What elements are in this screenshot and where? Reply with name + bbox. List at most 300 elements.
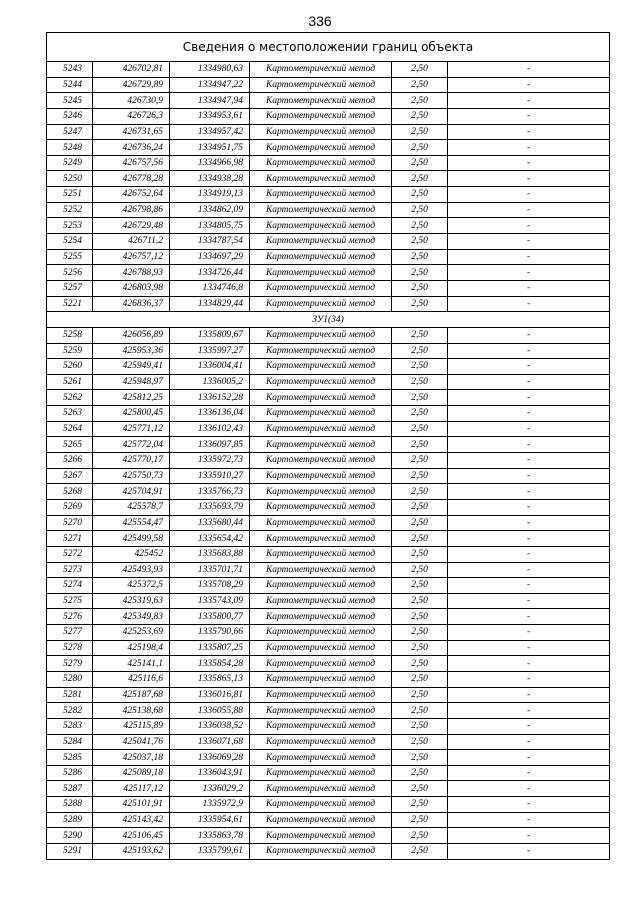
determination-method: Картометрический метод (250, 359, 392, 375)
description-cell: - (448, 218, 610, 234)
point-number: 5281 (47, 687, 93, 703)
accuracy-value: 2,50 (392, 437, 448, 453)
accuracy-value: 2,50 (392, 718, 448, 734)
determination-method: Картометрический метод (250, 124, 392, 140)
accuracy-value: 2,50 (392, 77, 448, 93)
coordinate-x: 425187,68 (93, 687, 170, 703)
point-number: 5243 (47, 62, 93, 78)
accuracy-value: 2,50 (392, 531, 448, 547)
point-number: 5288 (47, 797, 93, 813)
point-number: 5289 (47, 812, 93, 828)
determination-method: Картометрический метод (250, 437, 392, 453)
coordinate-x: 425812,25 (93, 390, 170, 406)
point-number: 5290 (47, 828, 93, 844)
accuracy-value: 2,50 (392, 499, 448, 515)
coordinate-x: 425106,45 (93, 828, 170, 844)
accuracy-value: 2,50 (392, 609, 448, 625)
coordinate-x: 425037,18 (93, 750, 170, 766)
description-cell: - (448, 844, 610, 860)
point-number: 5274 (47, 578, 93, 594)
coordinate-x: 425493,93 (93, 562, 170, 578)
coordinate-y: 1335708,29 (170, 578, 250, 594)
coordinate-y: 1336038,52 (170, 718, 250, 734)
description-cell: - (448, 750, 610, 766)
coordinate-x: 426736,24 (93, 140, 170, 156)
description-cell: - (448, 609, 610, 625)
coordinate-y: 1335863,78 (170, 828, 250, 844)
accuracy-value: 2,50 (392, 171, 448, 187)
table-row (47, 844, 610, 860)
coordinate-y: 1334957,42 (170, 124, 250, 140)
description-cell: - (448, 390, 610, 406)
point-number: 5287 (47, 781, 93, 797)
point-number: 5277 (47, 625, 93, 641)
coordinate-y: 1335809,67 (170, 327, 250, 343)
table-row (47, 327, 610, 343)
description-cell: - (448, 640, 610, 656)
coordinate-x: 425115,89 (93, 718, 170, 734)
point-number: 5258 (47, 327, 93, 343)
coordinate-x: 425253,69 (93, 625, 170, 641)
description-cell: - (448, 249, 610, 265)
table-row (47, 609, 610, 625)
table-row (47, 155, 610, 171)
table-row (47, 62, 610, 78)
point-number: 5291 (47, 844, 93, 860)
accuracy-value: 2,50 (392, 187, 448, 203)
coordinate-y: 1334966,98 (170, 155, 250, 171)
point-number: 5280 (47, 671, 93, 687)
determination-method: Картометрический метод (250, 828, 392, 844)
accuracy-value: 2,50 (392, 703, 448, 719)
description-cell: - (448, 453, 610, 469)
coordinate-x: 425704,91 (93, 484, 170, 500)
accuracy-value: 2,50 (392, 640, 448, 656)
coordinate-x: 426778,28 (93, 171, 170, 187)
description-cell: - (448, 812, 610, 828)
accuracy-value: 2,50 (392, 546, 448, 562)
point-number: 5278 (47, 640, 93, 656)
point-number: 5263 (47, 406, 93, 422)
determination-method: Картометрический метод (250, 62, 392, 78)
table-row (47, 171, 610, 187)
coordinate-y: 1335997,27 (170, 343, 250, 359)
accuracy-value: 2,50 (392, 687, 448, 703)
description-cell: - (448, 343, 610, 359)
point-number: 5264 (47, 421, 93, 437)
accuracy-value: 2,50 (392, 218, 448, 234)
point-number: 5265 (47, 437, 93, 453)
description-cell: - (448, 562, 610, 578)
coordinate-x: 426731,65 (93, 124, 170, 140)
accuracy-value: 2,50 (392, 155, 448, 171)
accuracy-value: 2,50 (392, 406, 448, 422)
point-number: 5271 (47, 531, 93, 547)
point-number: 5267 (47, 468, 93, 484)
description-cell: - (448, 468, 610, 484)
description-cell: - (448, 546, 610, 562)
determination-method: Картометрический метод (250, 421, 392, 437)
accuracy-value: 2,50 (392, 593, 448, 609)
point-number: 5244 (47, 77, 93, 93)
coordinate-x: 425116,6 (93, 671, 170, 687)
table-row (47, 437, 610, 453)
point-number: 5246 (47, 108, 93, 124)
accuracy-value: 2,50 (392, 359, 448, 375)
determination-method: Картометрический метод (250, 343, 392, 359)
description-cell: - (448, 265, 610, 281)
coordinate-x: 425770,17 (93, 453, 170, 469)
table-row (47, 187, 610, 203)
description-cell: - (448, 187, 610, 203)
description-cell: - (448, 93, 610, 109)
table-row (47, 218, 610, 234)
determination-method: Картометрический метод (250, 797, 392, 813)
determination-method: Картометрический метод (250, 531, 392, 547)
coordinate-x: 426726,3 (93, 108, 170, 124)
table-title-row (47, 33, 610, 62)
accuracy-value: 2,50 (392, 812, 448, 828)
coordinate-x: 425771,12 (93, 421, 170, 437)
determination-method: Картометрический метод (250, 218, 392, 234)
table-row (47, 734, 610, 750)
determination-method: Картометрический метод (250, 703, 392, 719)
determination-method: Картометрический метод (250, 187, 392, 203)
determination-method: Картометрический метод (250, 515, 392, 531)
description-cell: - (448, 155, 610, 171)
table-row (47, 124, 610, 140)
coordinate-y: 1336016,81 (170, 687, 250, 703)
table-row (47, 77, 610, 93)
coordinate-y: 1334697,29 (170, 249, 250, 265)
description-cell: - (448, 484, 610, 500)
page-number: 336 (308, 13, 332, 29)
coordinate-x: 426729,89 (93, 77, 170, 93)
table-row (47, 453, 610, 469)
section-row (47, 312, 610, 328)
coordinate-y: 1336102,43 (170, 421, 250, 437)
determination-method: Картометрический метод (250, 249, 392, 265)
determination-method: Картометрический метод (250, 562, 392, 578)
point-number: 5284 (47, 734, 93, 750)
coordinate-y: 1335910,27 (170, 468, 250, 484)
accuracy-value: 2,50 (392, 108, 448, 124)
accuracy-value: 2,50 (392, 327, 448, 343)
table-row (47, 468, 610, 484)
determination-method: Картометрический метод (250, 468, 392, 484)
point-number: 5254 (47, 234, 93, 250)
description-cell: - (448, 359, 610, 375)
point-number: 5249 (47, 155, 93, 171)
accuracy-value: 2,50 (392, 234, 448, 250)
determination-method: Картометрический метод (250, 108, 392, 124)
table-row (47, 687, 610, 703)
point-number: 5253 (47, 218, 93, 234)
coordinate-x: 425089,18 (93, 765, 170, 781)
accuracy-value: 2,50 (392, 421, 448, 437)
table-row (47, 515, 610, 531)
coordinate-x: 426788,93 (93, 265, 170, 281)
coordinate-x: 425578,7 (93, 499, 170, 515)
description-cell: - (448, 124, 610, 140)
table-row (47, 93, 610, 109)
coordinate-x: 425143,42 (93, 812, 170, 828)
accuracy-value: 2,50 (392, 280, 448, 296)
coordinate-x: 426757,56 (93, 155, 170, 171)
description-cell: - (448, 421, 610, 437)
description-cell: - (448, 687, 610, 703)
table-row (47, 140, 610, 156)
table-row (47, 265, 610, 281)
point-number: 5221 (47, 296, 93, 312)
determination-method: Картометрический метод (250, 844, 392, 860)
determination-method: Картометрический метод (250, 265, 392, 281)
table-row (47, 390, 610, 406)
accuracy-value: 2,50 (392, 578, 448, 594)
coordinate-x: 425948,97 (93, 374, 170, 390)
coordinate-y: 1335680,44 (170, 515, 250, 531)
determination-method: Картометрический метод (250, 327, 392, 343)
coordinate-x: 425198,4 (93, 640, 170, 656)
point-number: 5282 (47, 703, 93, 719)
coordinate-y: 1334980,63 (170, 62, 250, 78)
coordinate-y: 1335800,77 (170, 609, 250, 625)
coordinate-y: 1335701,71 (170, 562, 250, 578)
point-number: 5250 (47, 171, 93, 187)
determination-method: Картометрический метод (250, 155, 392, 171)
accuracy-value: 2,50 (392, 202, 448, 218)
table-row (47, 406, 610, 422)
determination-method: Картометрический метод (250, 499, 392, 515)
table-row (47, 421, 610, 437)
table-row (47, 812, 610, 828)
determination-method: Картометрический метод (250, 593, 392, 609)
determination-method: Картометрический метод (250, 390, 392, 406)
table-row (47, 499, 610, 515)
description-cell: - (448, 703, 610, 719)
accuracy-value: 2,50 (392, 62, 448, 78)
coordinate-y: 1334951,75 (170, 140, 250, 156)
determination-method: Картометрический метод (250, 609, 392, 625)
coordinate-x: 425319,63 (93, 593, 170, 609)
accuracy-value: 2,50 (392, 296, 448, 312)
description-cell: - (448, 77, 610, 93)
coordinate-y: 1334746,8 (170, 280, 250, 296)
coordinate-y: 1334805,75 (170, 218, 250, 234)
point-number: 5259 (47, 343, 93, 359)
coordinate-y: 1336152,28 (170, 390, 250, 406)
description-cell: - (448, 296, 610, 312)
coordinate-y: 1334726,44 (170, 265, 250, 281)
description-cell: - (448, 140, 610, 156)
point-number: 5272 (47, 546, 93, 562)
accuracy-value: 2,50 (392, 484, 448, 500)
coordinate-x: 426702,81 (93, 62, 170, 78)
point-number: 5269 (47, 499, 93, 515)
accuracy-value: 2,50 (392, 734, 448, 750)
point-number: 5262 (47, 390, 93, 406)
coordinate-x: 426836,37 (93, 296, 170, 312)
determination-method: Картометрический метод (250, 374, 392, 390)
table-row (47, 343, 610, 359)
determination-method: Картометрический метод (250, 578, 392, 594)
table-row (47, 531, 610, 547)
description-cell: - (448, 62, 610, 78)
coordinate-y: 1334787,54 (170, 234, 250, 250)
point-number: 5266 (47, 453, 93, 469)
determination-method: Картометрический метод (250, 640, 392, 656)
point-number: 5260 (47, 359, 93, 375)
determination-method: Картометрический метод (250, 656, 392, 672)
coordinate-x: 425349,83 (93, 609, 170, 625)
coordinate-y: 1335693,79 (170, 499, 250, 515)
description-cell: - (448, 234, 610, 250)
determination-method: Картометрический метод (250, 625, 392, 641)
coordinate-y: 1336097,85 (170, 437, 250, 453)
accuracy-value: 2,50 (392, 656, 448, 672)
determination-method: Картометрический метод (250, 750, 392, 766)
table-row (47, 656, 610, 672)
description-cell: - (448, 734, 610, 750)
accuracy-value: 2,50 (392, 249, 448, 265)
point-number: 5279 (47, 656, 93, 672)
determination-method: Картометрический метод (250, 765, 392, 781)
description-cell: - (448, 765, 610, 781)
table-row (47, 593, 610, 609)
determination-method: Картометрический метод (250, 280, 392, 296)
determination-method: Картометрический метод (250, 140, 392, 156)
coordinate-y: 1336043,91 (170, 765, 250, 781)
table-row (47, 108, 610, 124)
coordinate-y: 1335807,25 (170, 640, 250, 656)
description-cell: - (448, 280, 610, 296)
accuracy-value: 2,50 (392, 844, 448, 860)
coordinate-y: 1335790,66 (170, 625, 250, 641)
description-cell: - (448, 499, 610, 515)
coordinate-x: 425117,12 (93, 781, 170, 797)
description-cell: - (448, 578, 610, 594)
point-number: 5275 (47, 593, 93, 609)
coordinate-x: 425800,45 (93, 406, 170, 422)
description-cell: - (448, 515, 610, 531)
coordinate-y: 1335743,09 (170, 593, 250, 609)
description-cell: - (448, 593, 610, 609)
point-number: 5286 (47, 765, 93, 781)
coordinate-x: 426056,89 (93, 327, 170, 343)
point-number: 5251 (47, 187, 93, 203)
table-row (47, 249, 610, 265)
description-cell: - (448, 797, 610, 813)
point-number: 5248 (47, 140, 93, 156)
boundary-coordinates-table (46, 32, 610, 860)
table-row (47, 374, 610, 390)
coordinate-y: 1334947,22 (170, 77, 250, 93)
table-row (47, 625, 610, 641)
coordinate-x: 425953,36 (93, 343, 170, 359)
point-number: 5257 (47, 280, 93, 296)
accuracy-value: 2,50 (392, 374, 448, 390)
determination-method: Картометрический метод (250, 546, 392, 562)
description-cell: - (448, 531, 610, 547)
table-row (47, 280, 610, 296)
coordinate-x: 426757,12 (93, 249, 170, 265)
accuracy-value: 2,50 (392, 140, 448, 156)
coordinate-y: 1335854,28 (170, 656, 250, 672)
determination-method: Картометрический метод (250, 687, 392, 703)
accuracy-value: 2,50 (392, 765, 448, 781)
coordinate-y: 1336055,88 (170, 703, 250, 719)
coordinate-x: 426752,64 (93, 187, 170, 203)
coordinate-y: 1335654,42 (170, 531, 250, 547)
point-number: 5273 (47, 562, 93, 578)
point-number: 5276 (47, 609, 93, 625)
accuracy-value: 2,50 (392, 671, 448, 687)
coordinate-y: 1335972,73 (170, 453, 250, 469)
accuracy-value: 2,50 (392, 265, 448, 281)
determination-method: Картометрический метод (250, 781, 392, 797)
coordinate-y: 1335865,13 (170, 671, 250, 687)
accuracy-value: 2,50 (392, 797, 448, 813)
coordinate-y: 1334947,94 (170, 93, 250, 109)
description-cell: - (448, 202, 610, 218)
accuracy-value: 2,50 (392, 343, 448, 359)
accuracy-value: 2,50 (392, 750, 448, 766)
table-row (47, 296, 610, 312)
coordinate-x: 425499,58 (93, 531, 170, 547)
section-label: ЗУ1(34) (47, 312, 610, 328)
coordinate-y: 1336136,04 (170, 406, 250, 422)
accuracy-value: 2,50 (392, 390, 448, 406)
coordinate-y: 1334953,61 (170, 108, 250, 124)
determination-method: Картометрический метод (250, 484, 392, 500)
coordinate-y: 1336005,2 (170, 374, 250, 390)
table-row (47, 703, 610, 719)
description-cell: - (448, 625, 610, 641)
determination-method: Картометрический метод (250, 296, 392, 312)
description-cell: - (448, 108, 610, 124)
coordinate-x: 425138,68 (93, 703, 170, 719)
description-cell: - (448, 374, 610, 390)
coordinate-x: 425452 (93, 546, 170, 562)
coordinate-x: 425101,91 (93, 797, 170, 813)
accuracy-value: 2,50 (392, 515, 448, 531)
coordinate-y: 1334862,09 (170, 202, 250, 218)
coordinate-y: 1334919,13 (170, 187, 250, 203)
coordinate-x: 426730,9 (93, 93, 170, 109)
coordinate-y: 1335954,61 (170, 812, 250, 828)
description-cell: - (448, 327, 610, 343)
coordinate-x: 425750,73 (93, 468, 170, 484)
accuracy-value: 2,50 (392, 625, 448, 641)
determination-method: Картометрический метод (250, 171, 392, 187)
coordinate-y: 1335799,61 (170, 844, 250, 860)
coordinate-x: 426798,86 (93, 202, 170, 218)
point-number: 5245 (47, 93, 93, 109)
accuracy-value: 2,50 (392, 781, 448, 797)
coordinate-x: 425772,04 (93, 437, 170, 453)
coordinate-x: 426711,2 (93, 234, 170, 250)
coordinate-x: 425372,5 (93, 578, 170, 594)
point-number: 5261 (47, 374, 93, 390)
table-title: Сведения о местоположении границ объекта (47, 33, 610, 62)
table-row (47, 640, 610, 656)
table-row (47, 202, 610, 218)
coordinate-x: 425041,76 (93, 734, 170, 750)
coordinate-y: 1335766,73 (170, 484, 250, 500)
table-row (47, 578, 610, 594)
coordinate-y: 1336069,28 (170, 750, 250, 766)
description-cell: - (448, 718, 610, 734)
